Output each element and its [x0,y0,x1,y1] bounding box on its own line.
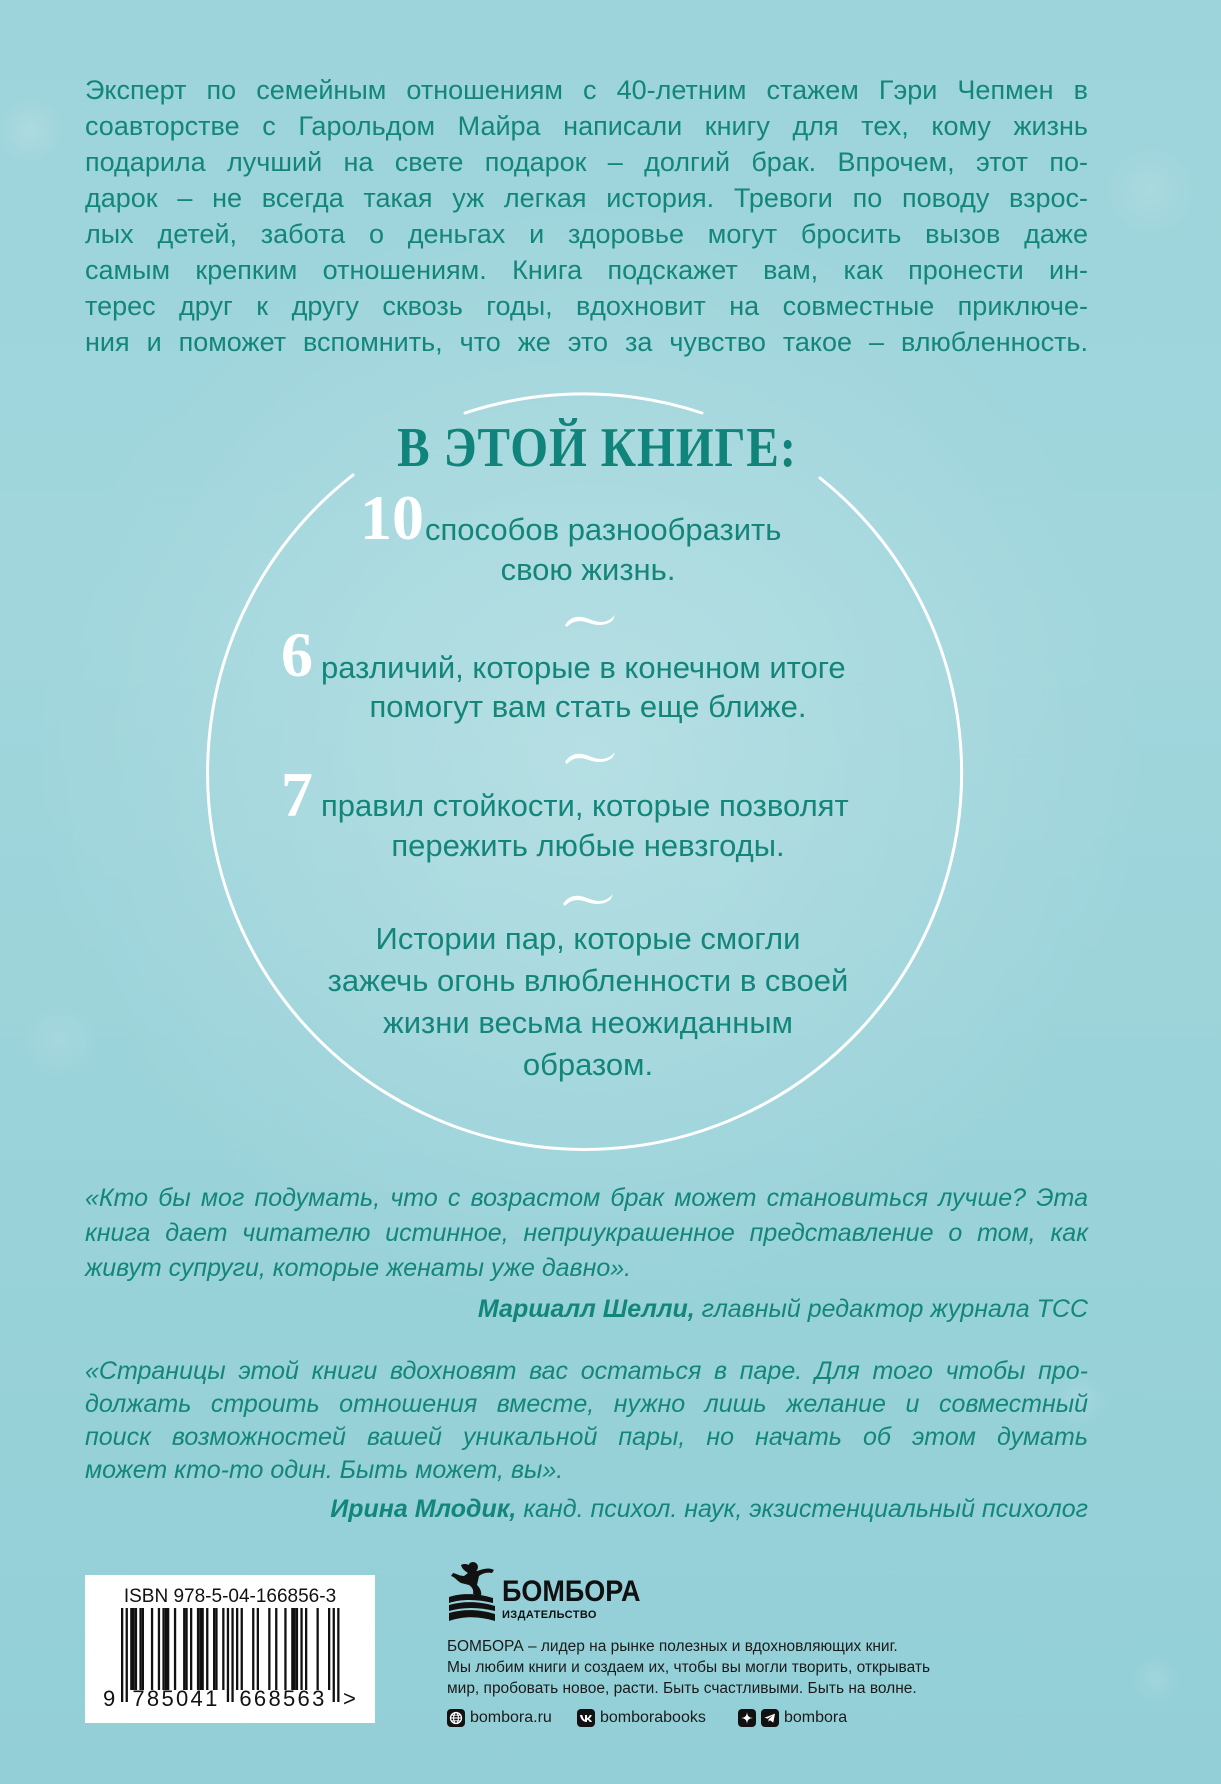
publisher-description-line: мир, пробовать новое, расти. Быть счастливыми. Быть на волне. [447,1680,917,1697]
circle-top-arc [465,394,702,413]
quote-attribution [330,1492,1088,1527]
social-vk [577,1707,706,1729]
quote-author: Ирина Млодик, [330,1495,517,1523]
intro-paragraph [85,72,1088,360]
feature-number: 7 [281,759,313,830]
intro-line: терес друг к другу сквозь годы, вдохновит на совместные приключе- [85,291,1088,321]
feature-text-line: различий, которые в конечном итоге [321,650,846,685]
quote-author-title: главный редактор журнала ТСС [694,1295,1088,1323]
quote-line: живут супруги, которые женаты уже давно». [85,1254,632,1282]
publisher-description [447,1636,930,1699]
feature-text-line: пережить любые невзгоды. [391,828,785,863]
feature-number: 6 [281,619,313,690]
feature-text-line: правил стойкости, которые позволят [321,788,849,823]
feature-text-line: зажечь огонь влюбленности в своей [327,963,849,998]
feature-text-line: способов разнообразить [425,512,782,547]
social-dzen-telegram [738,1707,847,1729]
publisher-description-line: БОМБОРА – лидер на рынке полезных и вдохновляющих книг. [447,1638,898,1655]
intro-line: дарок – не всегда такая уж легкая история. Тревоги по поводу взрос- [85,183,1088,213]
tilde-ornament-icon [563,749,617,765]
quote-author-title: канд. психол. наук, экзистенциальный психолог [516,1495,1088,1523]
publisher-logo-name: БОМБОРА [502,1575,641,1608]
quote-line: должать строить отношения вместе, нужно лишь желание и совместный [85,1390,1088,1418]
quote-line: может кто-то один. Быть может, вы». [85,1456,564,1484]
feature-text-line: свою жизнь. [500,552,676,587]
barcode-first-digit: 9 [103,1686,116,1711]
intro-line: лых детей, забота о деньгах и здоровье могут бросить вызов даже [85,219,1088,249]
feature-text-line: помогут вам стать еще ближе. [369,689,807,724]
tilde-ornament-icon [561,891,615,907]
review-quote [85,1181,1088,1286]
social-label: bombora.ru [470,1709,552,1726]
dzen-icon [738,1709,756,1727]
surfer-logo-icon [447,1561,497,1623]
social-website [447,1707,552,1729]
globe-icon [447,1709,465,1727]
intro-line: ния и поможет вспомнить, что же это за чувство такое – влюбленность. [85,327,1088,357]
barcode-left-digits: 785041 [132,1686,220,1711]
quote-attribution [478,1292,1088,1327]
tilde-ornament-icon [563,612,617,628]
vk-icon [577,1709,595,1727]
publisher-logo-subtitle: ИЗДАТЕЛЬСТВО [502,1609,597,1621]
isbn-label: ISBN 978-5-04-166856-3 [123,1586,337,1607]
feature-text-line: Истории пар, которые смогли [375,921,801,956]
feature-stories [328,918,849,1086]
quote-author: Маршалл Шелли, [477,1295,695,1323]
quote-line: «Страницы этой книги вдохновят вас остаться в паре. Для того чтобы про- [85,1357,1088,1385]
publisher-description-line: Мы любим книги и создаем их, чтобы вы могли творить, открывать [447,1659,931,1676]
review-quote [85,1355,1088,1487]
feature-number: 10 [360,482,424,553]
quote-line: поиск возможностей вашей уникальной пары, но начать об этом думать [85,1423,1088,1451]
social-label: bomborabooks [600,1709,706,1726]
intro-line: Эксперт по семейным отношениям с 40-летним стажем Гэри Чепмен в [85,75,1088,105]
intro-line: подарила лучший на свете подарок – долгий брак. Впрочем, этот по- [85,147,1088,177]
quote-line: книга дает читателю истинное, неприукрашенное представление о том, как [85,1219,1088,1247]
intro-line: соавторстве с Гарольдом Майра написали книгу для тех, кому жизнь [85,111,1088,141]
barcode-right-digits: 668563 [239,1686,327,1711]
section-heading: В ЭТОЙ КНИГЕ: [397,417,797,479]
social-label: bombora [784,1709,848,1726]
telegram-icon [761,1709,779,1727]
barcode-quiet-zone-mark: > [343,1686,356,1711]
feature-text-line: жизни весьма неожиданным [383,1005,793,1040]
intro-line: самым крепким отношениям. Книга подскажет вам, как пронести ин- [85,255,1088,285]
feature-text-line: образом. [522,1047,654,1082]
quote-line: «Кто бы мог подумать, что с возрастом брак может становиться лучше? Эта [85,1184,1088,1212]
